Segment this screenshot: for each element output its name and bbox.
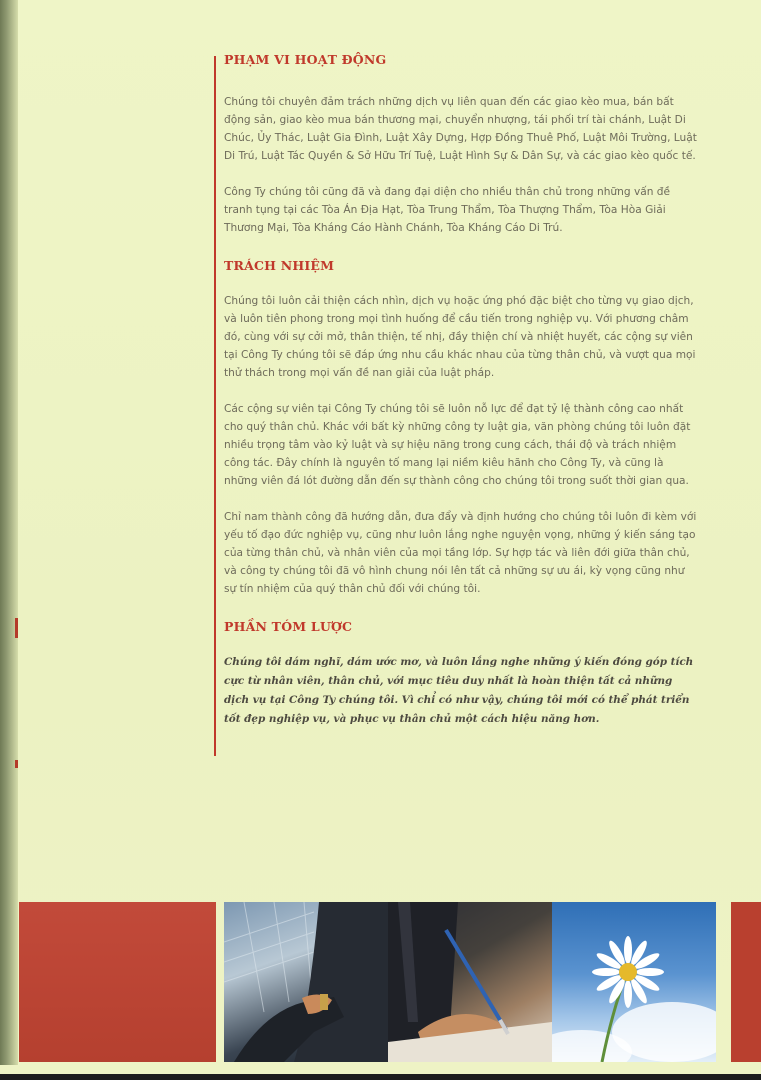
text-column [224, 52, 698, 729]
responsibility-paragraph-1: Chúng tôi luôn cải thiện cách nhìn, dịch vụ hoặc ứng phó đặc biệt cho từng vụ giao dịch, và luôn tiên phong trong mọi tình huống để cầu tiến trong nghiệp vụ. Với phương châm đó, cùng với sự cởi mở, thân thiện, tế nhị, đầy thiện chí và nhiệt huyết, các cộng sự viên tại Công Ty chúng tôi sẽ đáp ứng nhu cầu khác nhau của từng thân chủ, và vượt qua mọi thử thách trong mọi vấn đề nan giải của luật pháp. [224, 295, 696, 379]
image-strip [0, 895, 761, 1067]
left-red-rule [214, 56, 216, 756]
summary-heading: PHẦN TÓM LƯỢC [224, 619, 353, 634]
pen-hand-illustration [388, 902, 552, 1062]
daisy-flower-illustration [552, 902, 716, 1062]
red-color-block [19, 902, 216, 1062]
spine-red-mark [15, 760, 18, 768]
building-handshake-illustration [224, 902, 388, 1062]
spine-red-mark [15, 618, 18, 638]
scope-paragraph-2: Công Ty chúng tôi cũng đã và đang đại diện cho nhiều thân chủ trong những vấn đề tranh tụng tại các Tòa Án Địa Hạt, Tòa Trung Thẩm, Tòa Thượng Thẩm, Tòa Hòa Giải Thương Mại, Tòa Kháng Cáo Hành Chánh, Tòa Kháng Cáo Di Trú. [224, 186, 671, 234]
responsibility-heading: TRÁCH NHIỆM [224, 258, 335, 273]
page-bottom-edge [0, 1074, 761, 1080]
daisy-sky-photo [552, 902, 716, 1062]
summary-text: Chúng tôi dám nghĩ, dám ước mơ, và luôn lắng nghe những ý kiến đóng góp tích cực từ nhân viên, thân chủ, với mục tiêu duy nhất là hoàn thiện tất cả những dịch vụ tại Công Ty chúng tôi. Vì chỉ có như vậy, chúng tôi mới có thể phát triển tốt đẹp nghiệp vụ, và phục vụ thân chủ một cách hiệu năng hơn. [224, 656, 694, 725]
business-handshake-photo [224, 902, 388, 1062]
responsibility-paragraph-3: Chỉ nam thành công đã hướng dẫn, đưa đẩy và định hướng cho chúng tôi luôn đi kèm với yếu tố đạo đức nghiệp vụ, cũng như luôn lắng nghe nguyện vọng, những ý kiến sáng tạo của từng thân chủ, và nhân viên của mọi tầng lớp. Sự hợp tác và liên đới giữa thân chủ, và công ty chúng tôi đã vô hình chung nói lên tất cả những sự ưu ái, kỳ vọng cũng như sự tín nhiệm của quý thân chủ đối với chúng tôi. [224, 511, 697, 595]
signing-document-photo [388, 902, 552, 1062]
scope-heading: PHẠM VI HOẠT ĐỘNG [224, 52, 387, 67]
red-color-strip [731, 902, 761, 1062]
scope-paragraph-1: Chúng tôi chuyên đảm trách những dịch vụ liên quan đến các giao kèo mua, bán bất động sản, giao kèo mua bán thương mại, chuyển nhượng, tái phối trí tài chánh, Luật Di Chúc, Ủy Thác, Luật Gia Đình, Luật Xây Dựng, Hợp Đồng Thuê Phố, Luật Môi Trường, Luật Di Trú, Luật Tác Quyền & Sở Hữu Trí Tuệ, Luật Hình Sự & Dân Sự, và các giao kèo quốc tế. [224, 96, 697, 162]
responsibility-paragraph-2: Các cộng sự viên tại Công Ty chúng tôi sẽ luôn nỗ lực để đạt tỷ lệ thành công cao nhất cho quý thân chủ. Khác với bất kỳ những công ty luật gia, văn phòng chúng tôi luôn đặt nhiều trọng tâm vào kỷ luật và sự hiệu năng trong cung cách, thái độ và trách nhiệm công tác. Đây chính là nguyên tố mang lại niềm kiêu hãnh cho Công Ty, và cũng là những viên đá lót đường dẫn đến sự thành công cho chúng tôi trong suốt thời gian qua. [224, 403, 691, 487]
